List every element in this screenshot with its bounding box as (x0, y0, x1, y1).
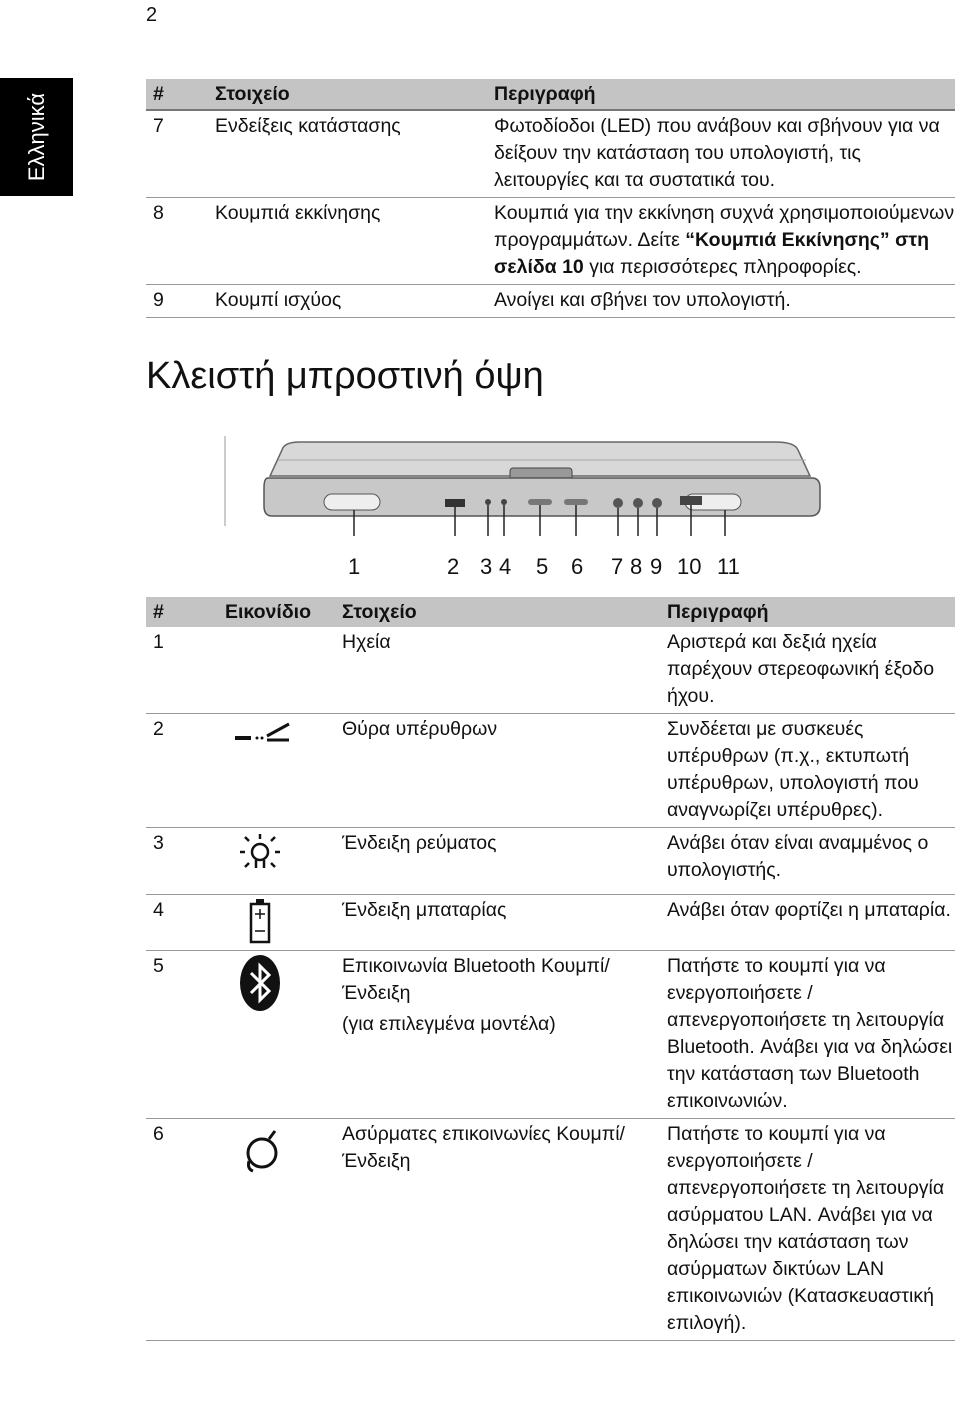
power-indicator-icon (225, 830, 295, 878)
callout-number: 7 (611, 554, 624, 579)
row-desc: Αριστερά και δεξιά ηχεία παρέχουν στερεοφωνική έξοδο ήχου. (660, 627, 955, 714)
row-desc: Ανοίγει και σβήνει τον υπολογιστή. (487, 285, 955, 318)
header-num: # (146, 79, 208, 110)
components-table-front (146, 597, 955, 1341)
callout-number: 5 (536, 554, 549, 579)
callout-number: 11 (717, 554, 740, 579)
row-desc: Ανάβει όταν είναι αναμμένος ο υπολογιστής. (660, 828, 955, 895)
row-desc (487, 198, 955, 285)
battery-icon (225, 897, 295, 947)
callout-number: 1 (348, 554, 361, 579)
callout-number: 9 (650, 554, 663, 579)
row-num: 7 (146, 110, 208, 198)
header-num: # (146, 597, 218, 627)
row-num: 3 (146, 828, 218, 895)
page-reference-link[interactable]: “Κουμπιά Εκκίνησης” στη σελίδα 10 (494, 229, 930, 278)
callout-number: 6 (571, 554, 584, 579)
table-header (146, 79, 955, 110)
row-icon (218, 1119, 335, 1341)
table-row (146, 828, 955, 895)
row-item (335, 951, 660, 1119)
callout-numbers (0, 554, 960, 584)
table-row (146, 198, 955, 285)
row-item: Ασύρματες επικοινωνίες Κουμπί/Ένδειξη (335, 1119, 660, 1341)
infrared-icon (225, 716, 295, 756)
row-num: 9 (146, 285, 208, 318)
table-row (146, 1119, 955, 1341)
callout-number: 10 (677, 554, 702, 579)
row-desc: Πατήστε το κουμπί για να ενεργοποιήσετε / απενεργοποιήσετε τη λειτουργία ασύρματου LAN. Ανάβει για να δηλώσει την κατάσταση των ασύρματων δικτύων LAN επικοινωνιών (Κατασκευαστική επιλογή). (660, 1119, 955, 1341)
page-number: 2 (146, 4, 158, 26)
item-note: (για επιλεγμένα μοντέλα) (342, 1013, 556, 1035)
row-num: 8 (146, 198, 208, 285)
row-desc: Ανάβει όταν φορτίζει η μπαταρία. (660, 895, 955, 951)
row-num: 4 (146, 895, 218, 951)
callout-number: 8 (630, 554, 643, 579)
bluetooth-icon (225, 953, 295, 1015)
table-row (146, 110, 955, 198)
row-desc: Φωτοδίοδοι (LED) που ανάβουν και σβήνουν για να δείξουν την κατάσταση του υπολογιστή, τις λειτουργίες και τα συστατικά του. (487, 110, 955, 198)
row-icon (218, 627, 335, 714)
row-desc: Συνδέεται με συσκευές υπέρυθρων (π.χ., εκτυπωτή υπέρυθρων, υπολογιστή που αναγνωρίζει υπέρυθρες). (660, 714, 955, 828)
section-title: Κλειστή μπροστινή όψη (146, 355, 544, 397)
row-icon (218, 951, 335, 1119)
row-icon (218, 828, 335, 895)
row-icon (218, 714, 335, 828)
callout-number: 3 (480, 554, 493, 579)
row-item: Ένδειξη μπαταρίας (335, 895, 660, 951)
language-tab-label: Ελληνικά (23, 92, 49, 182)
row-item: Ηχεία (335, 627, 660, 714)
row-num: 2 (146, 714, 218, 828)
components-table-top (146, 79, 955, 318)
row-item: Ένδειξη ρεύματος (335, 828, 660, 895)
header-desc: Περιγραφή (660, 597, 955, 627)
row-item: Ενδείξεις κατάστασης (208, 110, 487, 198)
header-desc: Περιγραφή (487, 79, 955, 110)
row-num: 5 (146, 951, 218, 1119)
row-num: 6 (146, 1119, 218, 1341)
callout-number: 2 (447, 554, 460, 579)
wireless-icon (225, 1121, 295, 1181)
language-tab (0, 78, 73, 196)
item-label: Επικοινωνία Bluetooth Κουμπί/ Ένδειξη (342, 955, 610, 1004)
desc-text: Κουμπιά για την εκκίνηση συχνά χρησιμοποιούμενων προγραμμάτων. Δείτε (494, 202, 955, 251)
row-num: 1 (146, 627, 218, 714)
table-row (146, 627, 955, 714)
row-icon (218, 895, 335, 951)
header-item: Στοιχείο (335, 597, 660, 627)
laptop-front-illustration (220, 436, 830, 536)
row-item: Θύρα υπέρυθρων (335, 714, 660, 828)
desc-text: για περισσότερες πληροφορίες. (583, 256, 862, 278)
row-item: Κουμπιά εκκίνησης (208, 198, 487, 285)
table-row (146, 895, 955, 951)
row-desc: Πατήστε το κουμπί για να ενεργοποιήσετε / απενεργοποιήσετε τη λειτουργία Bluetooth. Ανάβει για να δηλώσει την κατάσταση των Bluetooth επικοινωνιών. (660, 951, 955, 1119)
table-row (146, 714, 955, 828)
header-item: Στοιχείο (208, 79, 487, 110)
callout-number: 4 (499, 554, 512, 579)
table-header (146, 597, 955, 627)
header-icon: Εικονίδιο (218, 597, 335, 627)
table-row (146, 951, 955, 1119)
row-item: Κουμπί ισχύος (208, 285, 487, 318)
table-row (146, 285, 955, 318)
